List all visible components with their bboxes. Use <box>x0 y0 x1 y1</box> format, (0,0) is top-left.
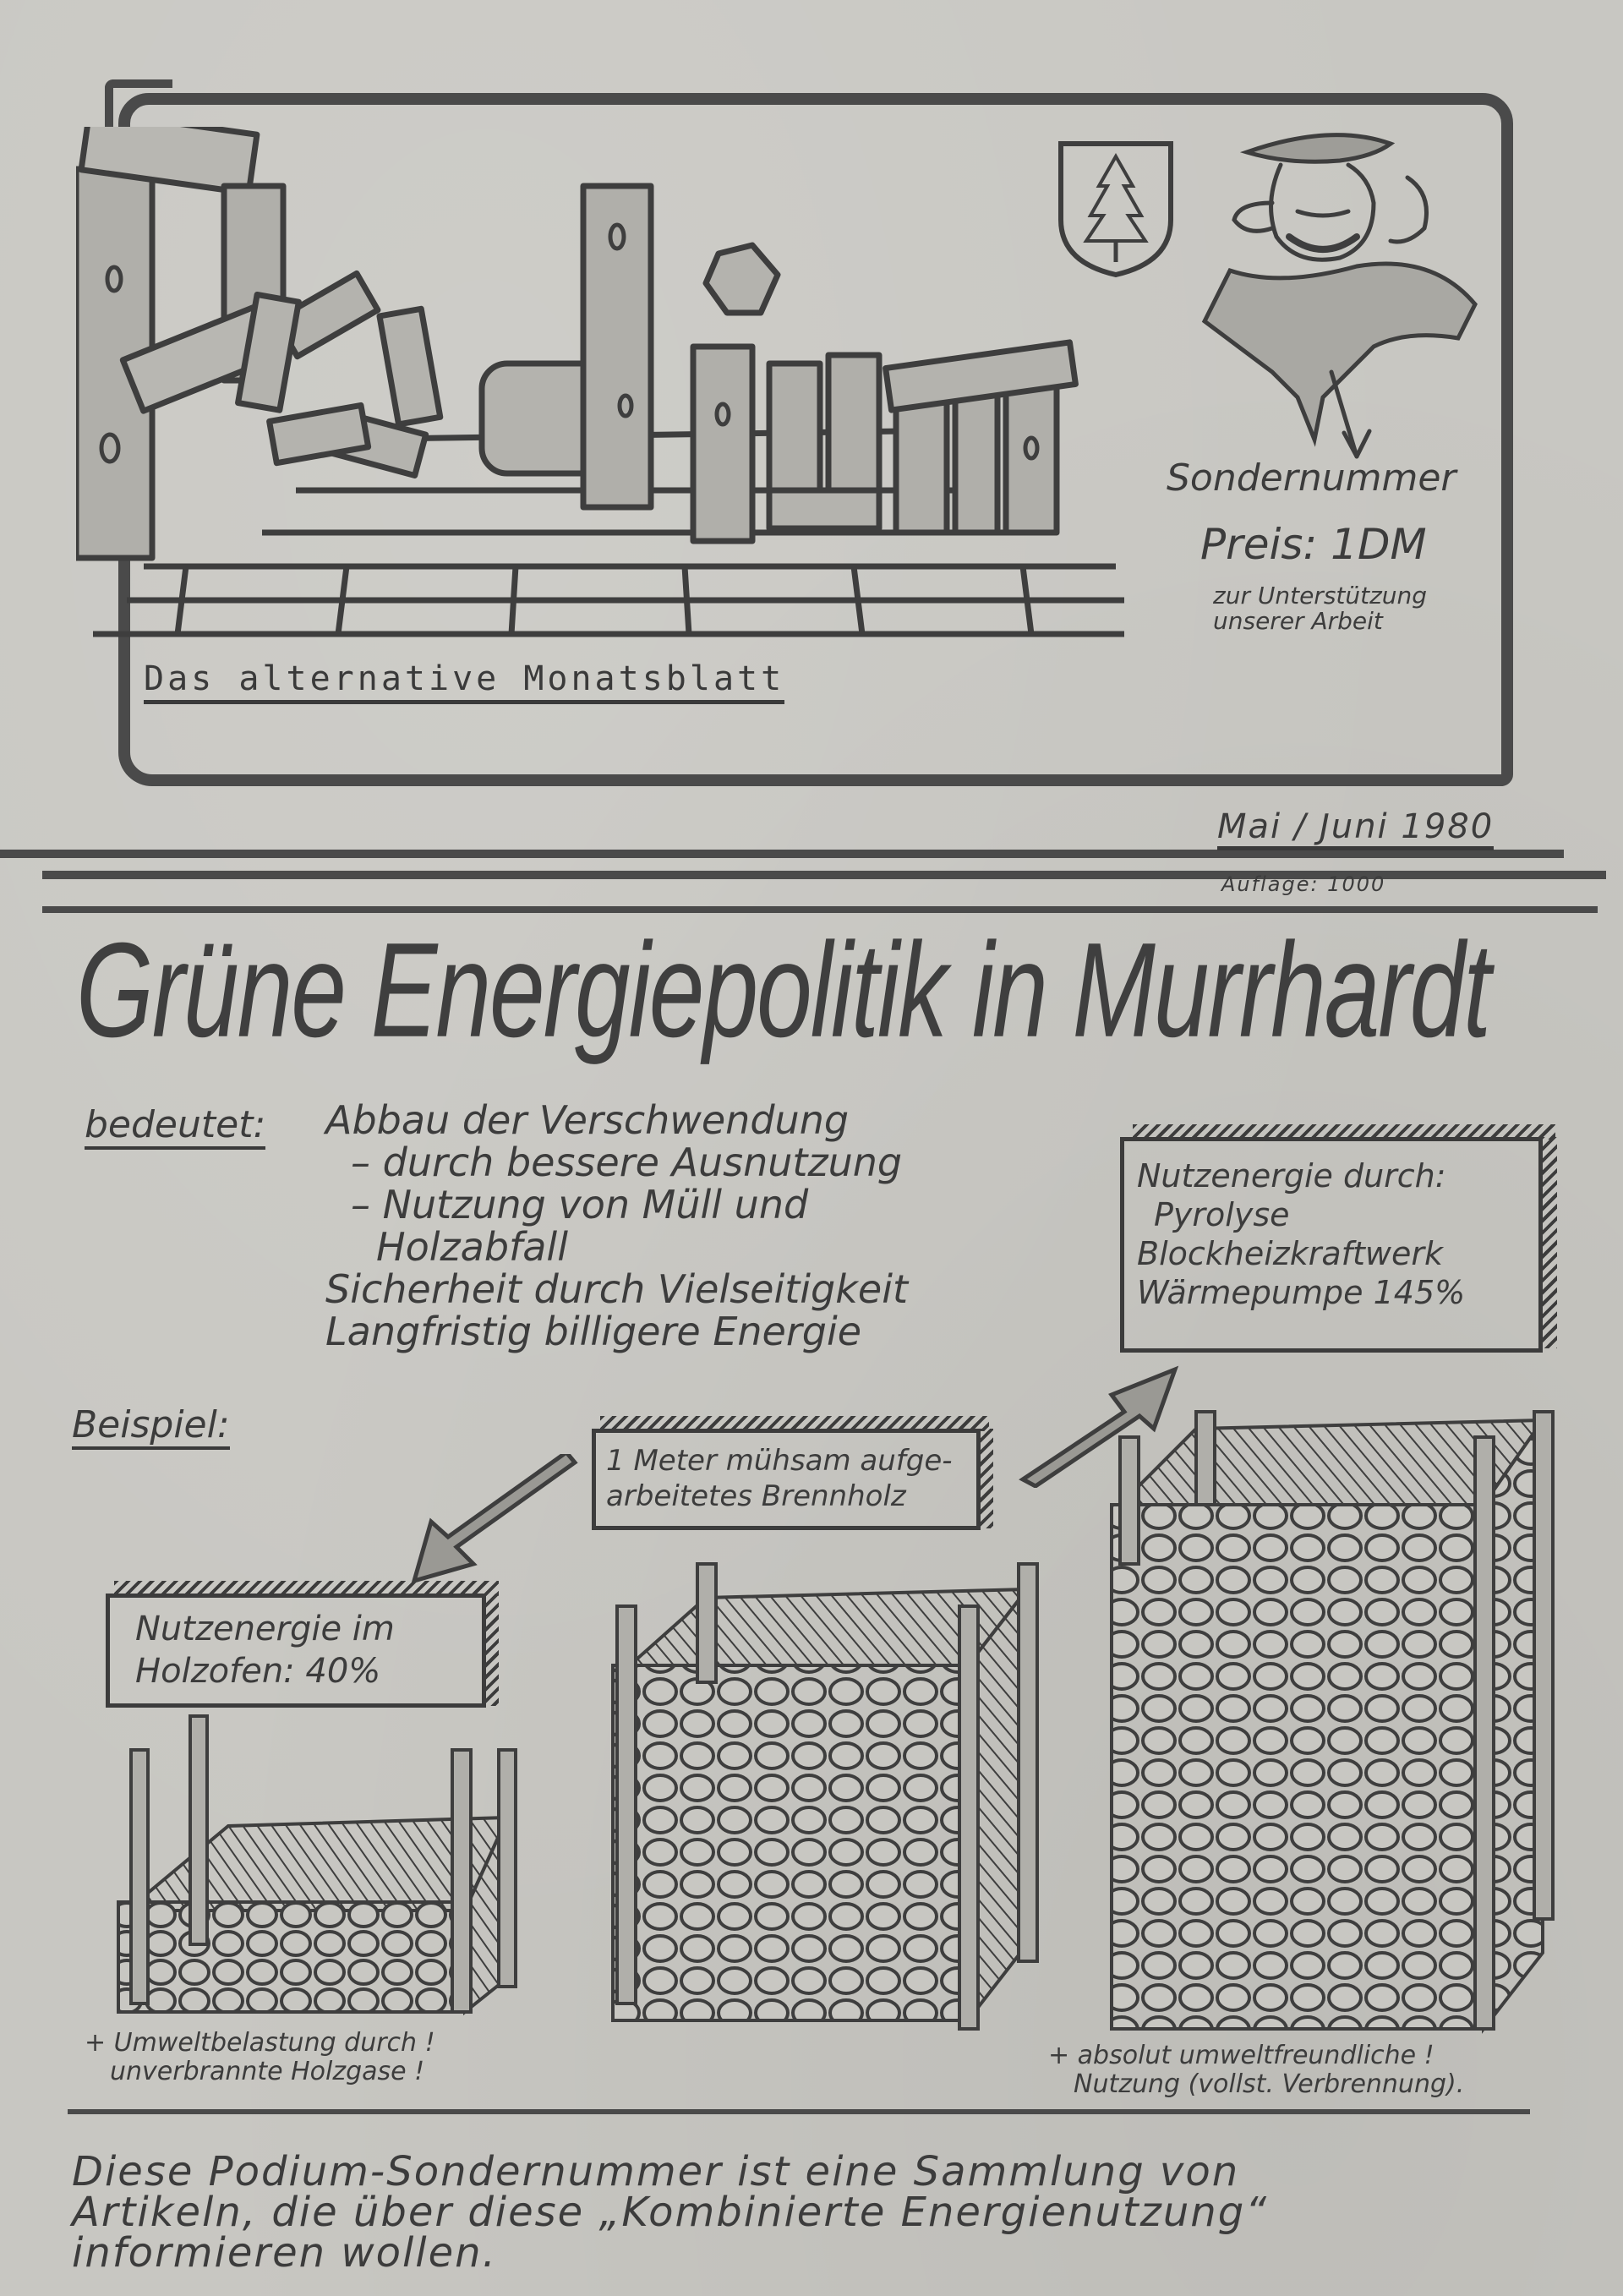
footer-line: informieren wollen. <box>72 2229 497 2277</box>
box-line: Nutzenergie im <box>135 1610 395 1648</box>
useful-energy-box-right <box>1120 1137 1543 1353</box>
woodpile-small-drawing <box>110 1699 566 2020</box>
issue-date: Mai / Juni 1980 <box>1217 807 1494 850</box>
box-shading <box>1540 1137 1557 1348</box>
podium-logo <box>76 127 1133 651</box>
intro-label: bedeutet: <box>85 1103 265 1150</box>
headline: Grüne Energiepolitik in Murrhardt <box>76 915 1490 1066</box>
box-line: Blockheizkraftwerk <box>1137 1235 1444 1272</box>
box-line: arbeitetes Brennholz <box>606 1479 906 1513</box>
print-run: Auflage: 1000 <box>1221 872 1386 896</box>
firewood-box <box>592 1429 981 1530</box>
intro-point: Abbau der Verschwendung <box>325 1097 850 1143</box>
useful-energy-box-left <box>106 1594 486 1708</box>
caption-left <box>85 2029 435 2086</box>
intro-point: – Nutzung von Müll und <box>351 1182 809 1227</box>
price-label: Preis: 1DM <box>1200 520 1427 569</box>
woodpile-1m-drawing <box>604 1547 1061 2037</box>
cartoon-figure-drawing <box>1154 118 1492 465</box>
separator-rule <box>0 850 1564 858</box>
footer-line: Diese Podium-Sondernummer ist eine Sammlung von <box>72 2148 1240 2195</box>
separator-rule <box>42 906 1598 913</box>
intro-point: – durch bessere Ausnutzung <box>351 1140 903 1185</box>
caption-right <box>1048 2042 1464 2099</box>
intro-point: Langfristig billigere Energie <box>325 1309 862 1354</box>
woodpile-large-drawing <box>1103 1403 1577 2046</box>
footer-text <box>72 2148 1269 2277</box>
caption-line: + absolut umweltfreundliche ! <box>1048 2041 1434 2070</box>
box-line: 1 Meter mühsam aufge- <box>606 1444 953 1478</box>
footer-line: Artikeln, die über diese „Kombinierte Energienutzung“ <box>72 2189 1269 2236</box>
caption-line: + Umweltbelastung durch ! <box>85 2028 435 2058</box>
box-line: Pyrolyse <box>1154 1196 1290 1233</box>
intro-points <box>325 1099 908 1353</box>
box-line: Holzofen: 40% <box>135 1652 381 1691</box>
arrow-down-left-icon <box>406 1454 583 1589</box>
caption-line: unverbrannte Holzgase ! <box>110 2057 425 2086</box>
support-note-line: unserer Arbeit <box>1213 607 1383 635</box>
box-line: Nutzenergie durch: <box>1137 1157 1446 1194</box>
example-label: Beispiel: <box>72 1403 230 1450</box>
intro-point: Sicherheit durch Vielseitigkeit <box>325 1266 909 1312</box>
support-note-line: zur Unterstützung <box>1213 582 1428 610</box>
support-note <box>1213 583 1427 634</box>
caption-line: Nutzung (vollst. Verbrennung). <box>1074 2069 1465 2099</box>
footer-rule <box>68 2109 1530 2114</box>
box-line: Wärmepumpe 145% <box>1137 1274 1466 1311</box>
masthead-subtitle: Das alternative Monatsblatt <box>144 659 784 704</box>
intro-point: Holzabfall <box>376 1224 568 1270</box>
special-issue-label: Sondernummer <box>1167 456 1456 500</box>
